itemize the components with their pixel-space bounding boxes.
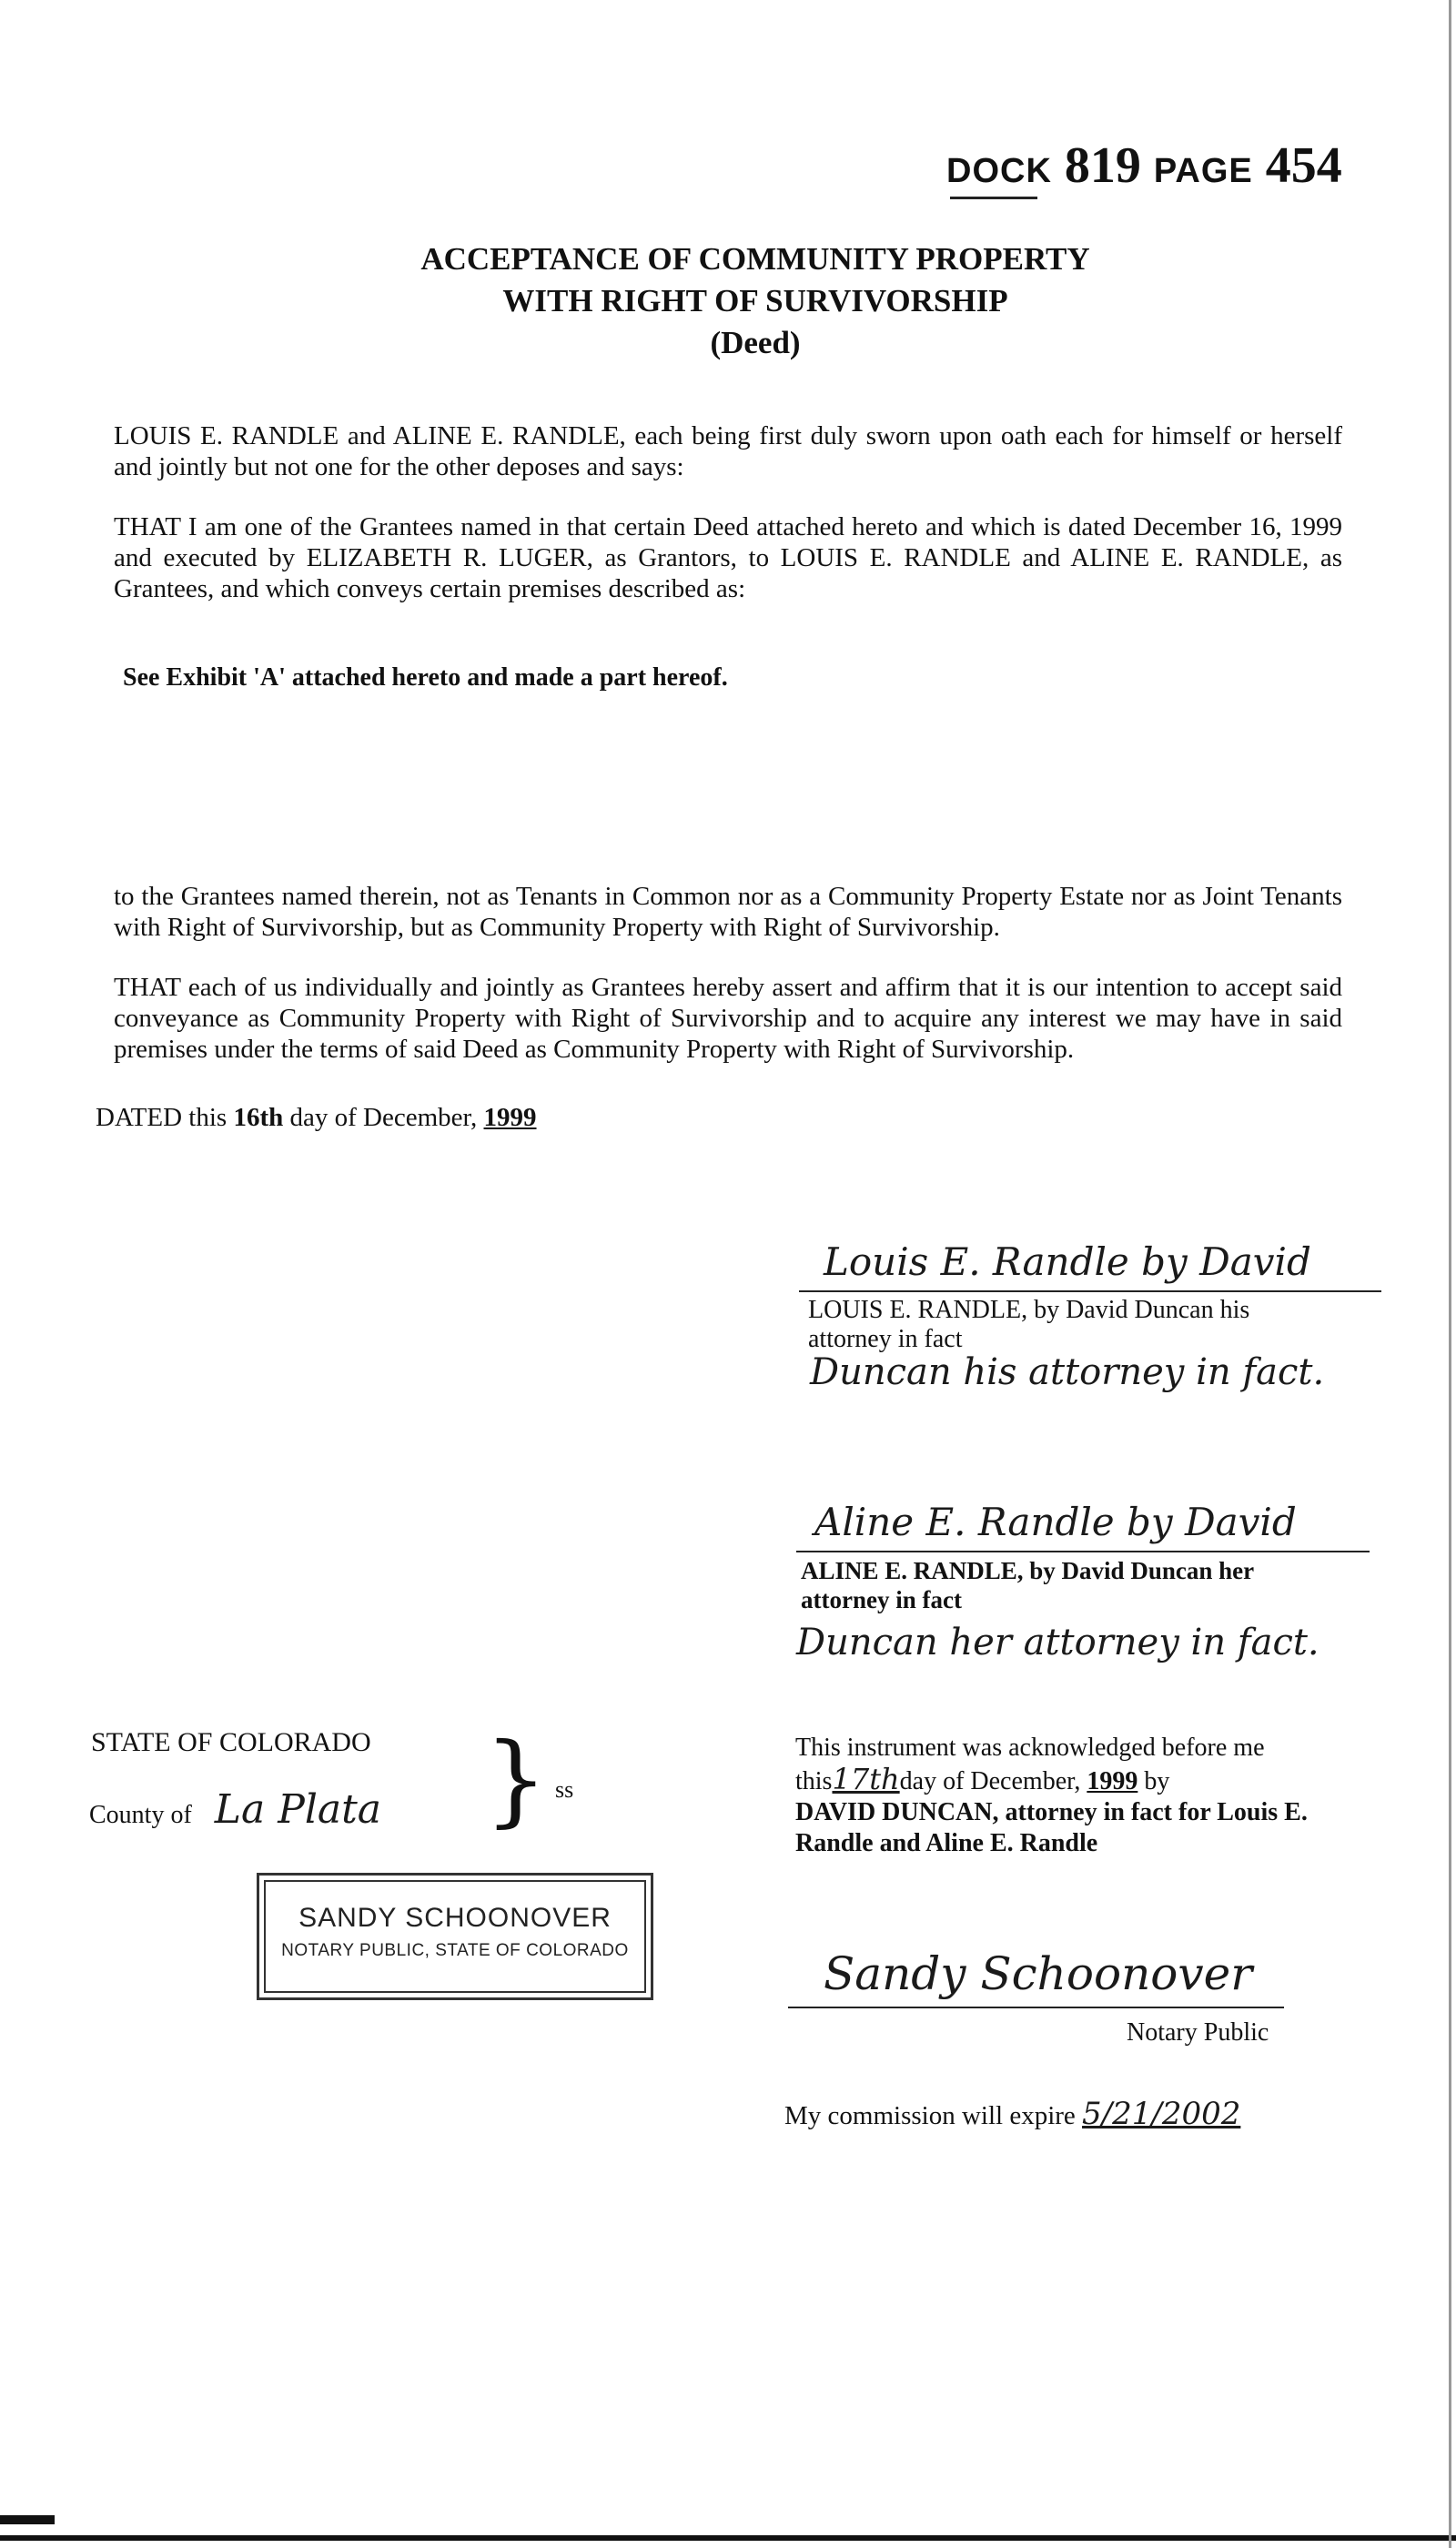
notary-public-label: Notary Public xyxy=(1127,2018,1269,2047)
dated-mid: day of December, xyxy=(289,1103,478,1132)
county-label: County of xyxy=(89,1801,192,1829)
expire-date-handwritten: 5/21/2002 xyxy=(1082,2096,1241,2132)
ack-day-handwritten: 17th xyxy=(832,1762,900,1796)
signature-label-louis: LOUIS E. RANDLE, by David Duncan his attorney in fact xyxy=(808,1296,1250,1353)
page-label: PAGE xyxy=(1153,152,1253,190)
book-label: DOCK xyxy=(946,152,1052,190)
tenancy-paragraph: to the Grantees named therein, not as Tenants in Common nor as a Community Property Estate nor as Joint Tenants with Right of Survivorship, but as Community Property with Right of Survivorship. xyxy=(114,882,1342,942)
ack-line-2 xyxy=(795,1764,1341,1797)
commission-expiration xyxy=(784,2096,1240,2132)
dated-day: 16th xyxy=(233,1103,284,1132)
notary-signature: Sandy Schoonover xyxy=(824,1947,1253,2000)
ack-line-1: This instrument was acknowledged before me xyxy=(795,1734,1265,1762)
signature-line-1 xyxy=(799,1290,1381,1292)
book-page-reference xyxy=(946,136,1351,195)
county-handwritten: La Plata xyxy=(214,1786,382,1833)
venue-brace: } xyxy=(484,1721,548,1837)
intro-paragraph: LOUIS E. RANDLE and ALINE E. RANDLE, each being first duly sworn upon oath each for himself or herself and jointly but not one for the other deposes and says: xyxy=(114,421,1342,481)
notary-stamp xyxy=(257,1873,653,2000)
dated-line xyxy=(96,1103,537,1133)
signature-louis-randle: Louis E. Randle by David xyxy=(824,1239,1311,1284)
dated-prefix: DATED this xyxy=(96,1103,228,1132)
signature-label-aline: ALINE E. RANDLE, by David Duncan her attorney in fact xyxy=(801,1557,1254,1613)
dated-year: 1999 xyxy=(483,1103,537,1132)
notary-signature-line xyxy=(788,2007,1284,2008)
venue-ss: ss xyxy=(555,1776,574,1803)
document-title xyxy=(0,238,1456,364)
ack-day-suffix: day of December, xyxy=(899,1767,1081,1795)
page-number: 454 xyxy=(1265,137,1342,194)
scan-mark-bottom-left xyxy=(0,2515,55,2524)
stamp-name: SANDY SCHOONOVER xyxy=(298,1903,612,1933)
ack-attorney-text: DAVID DUNCAN, attorney in fact for Louis E. Randle and Aline E. Randle xyxy=(795,1798,1308,1857)
title-line-1: ACCEPTANCE OF COMMUNITY PROPERTY xyxy=(420,241,1090,277)
signature-line-2 xyxy=(796,1551,1370,1552)
ack-year: 1999 xyxy=(1087,1767,1138,1795)
ack-by: by xyxy=(1144,1767,1170,1795)
scan-edge-right xyxy=(1449,0,1451,2548)
book-underline xyxy=(950,197,1037,199)
venue-state: STATE OF COLORADO xyxy=(91,1727,371,1757)
expire-label: My commission will expire xyxy=(784,2101,1076,2130)
signature-aline-randle: Aline E. Randle by David xyxy=(814,1500,1297,1544)
acknowledgment-block xyxy=(795,1733,1341,1859)
ack-this: this xyxy=(795,1767,833,1795)
grantee-paragraph: THAT I am one of the Grantees named in that certain Deed attached hereto and which is dated December 16, 1999 and executed by ELIZABETH R. LUGER, as Grantors, to LOUIS E. RANDLE and ALINE E. RANDLE, as Grantees, and which conveys certain premises described as: xyxy=(114,512,1342,603)
venue-county xyxy=(89,1786,381,1833)
signature-louis-continuation: Duncan his attorney in fact. xyxy=(810,1351,1325,1393)
title-line-2: WITH RIGHT OF SURVIVORSHIP xyxy=(502,283,1008,318)
exhibit-reference: See Exhibit 'A' attached hereto and made a part hereof. xyxy=(123,663,728,692)
signature-aline-continuation: Duncan her attorney in fact. xyxy=(796,1622,1320,1663)
stamp-title: NOTARY PUBLIC, STATE OF COLORADO xyxy=(281,1941,629,1960)
title-line-3: (Deed) xyxy=(710,325,801,360)
scan-edge-bottom xyxy=(0,2535,1456,2541)
book-number: 819 xyxy=(1064,137,1141,194)
affirmation-paragraph: THAT each of us individually and jointly as Grantees hereby assert and affirm that it is our intention to accept said conveyance as Community Property with Right of Survivorship and to acquire any interest we may have in said premises under the terms of said Deed as Community Property with Right of Survivorship. xyxy=(114,973,1342,1064)
